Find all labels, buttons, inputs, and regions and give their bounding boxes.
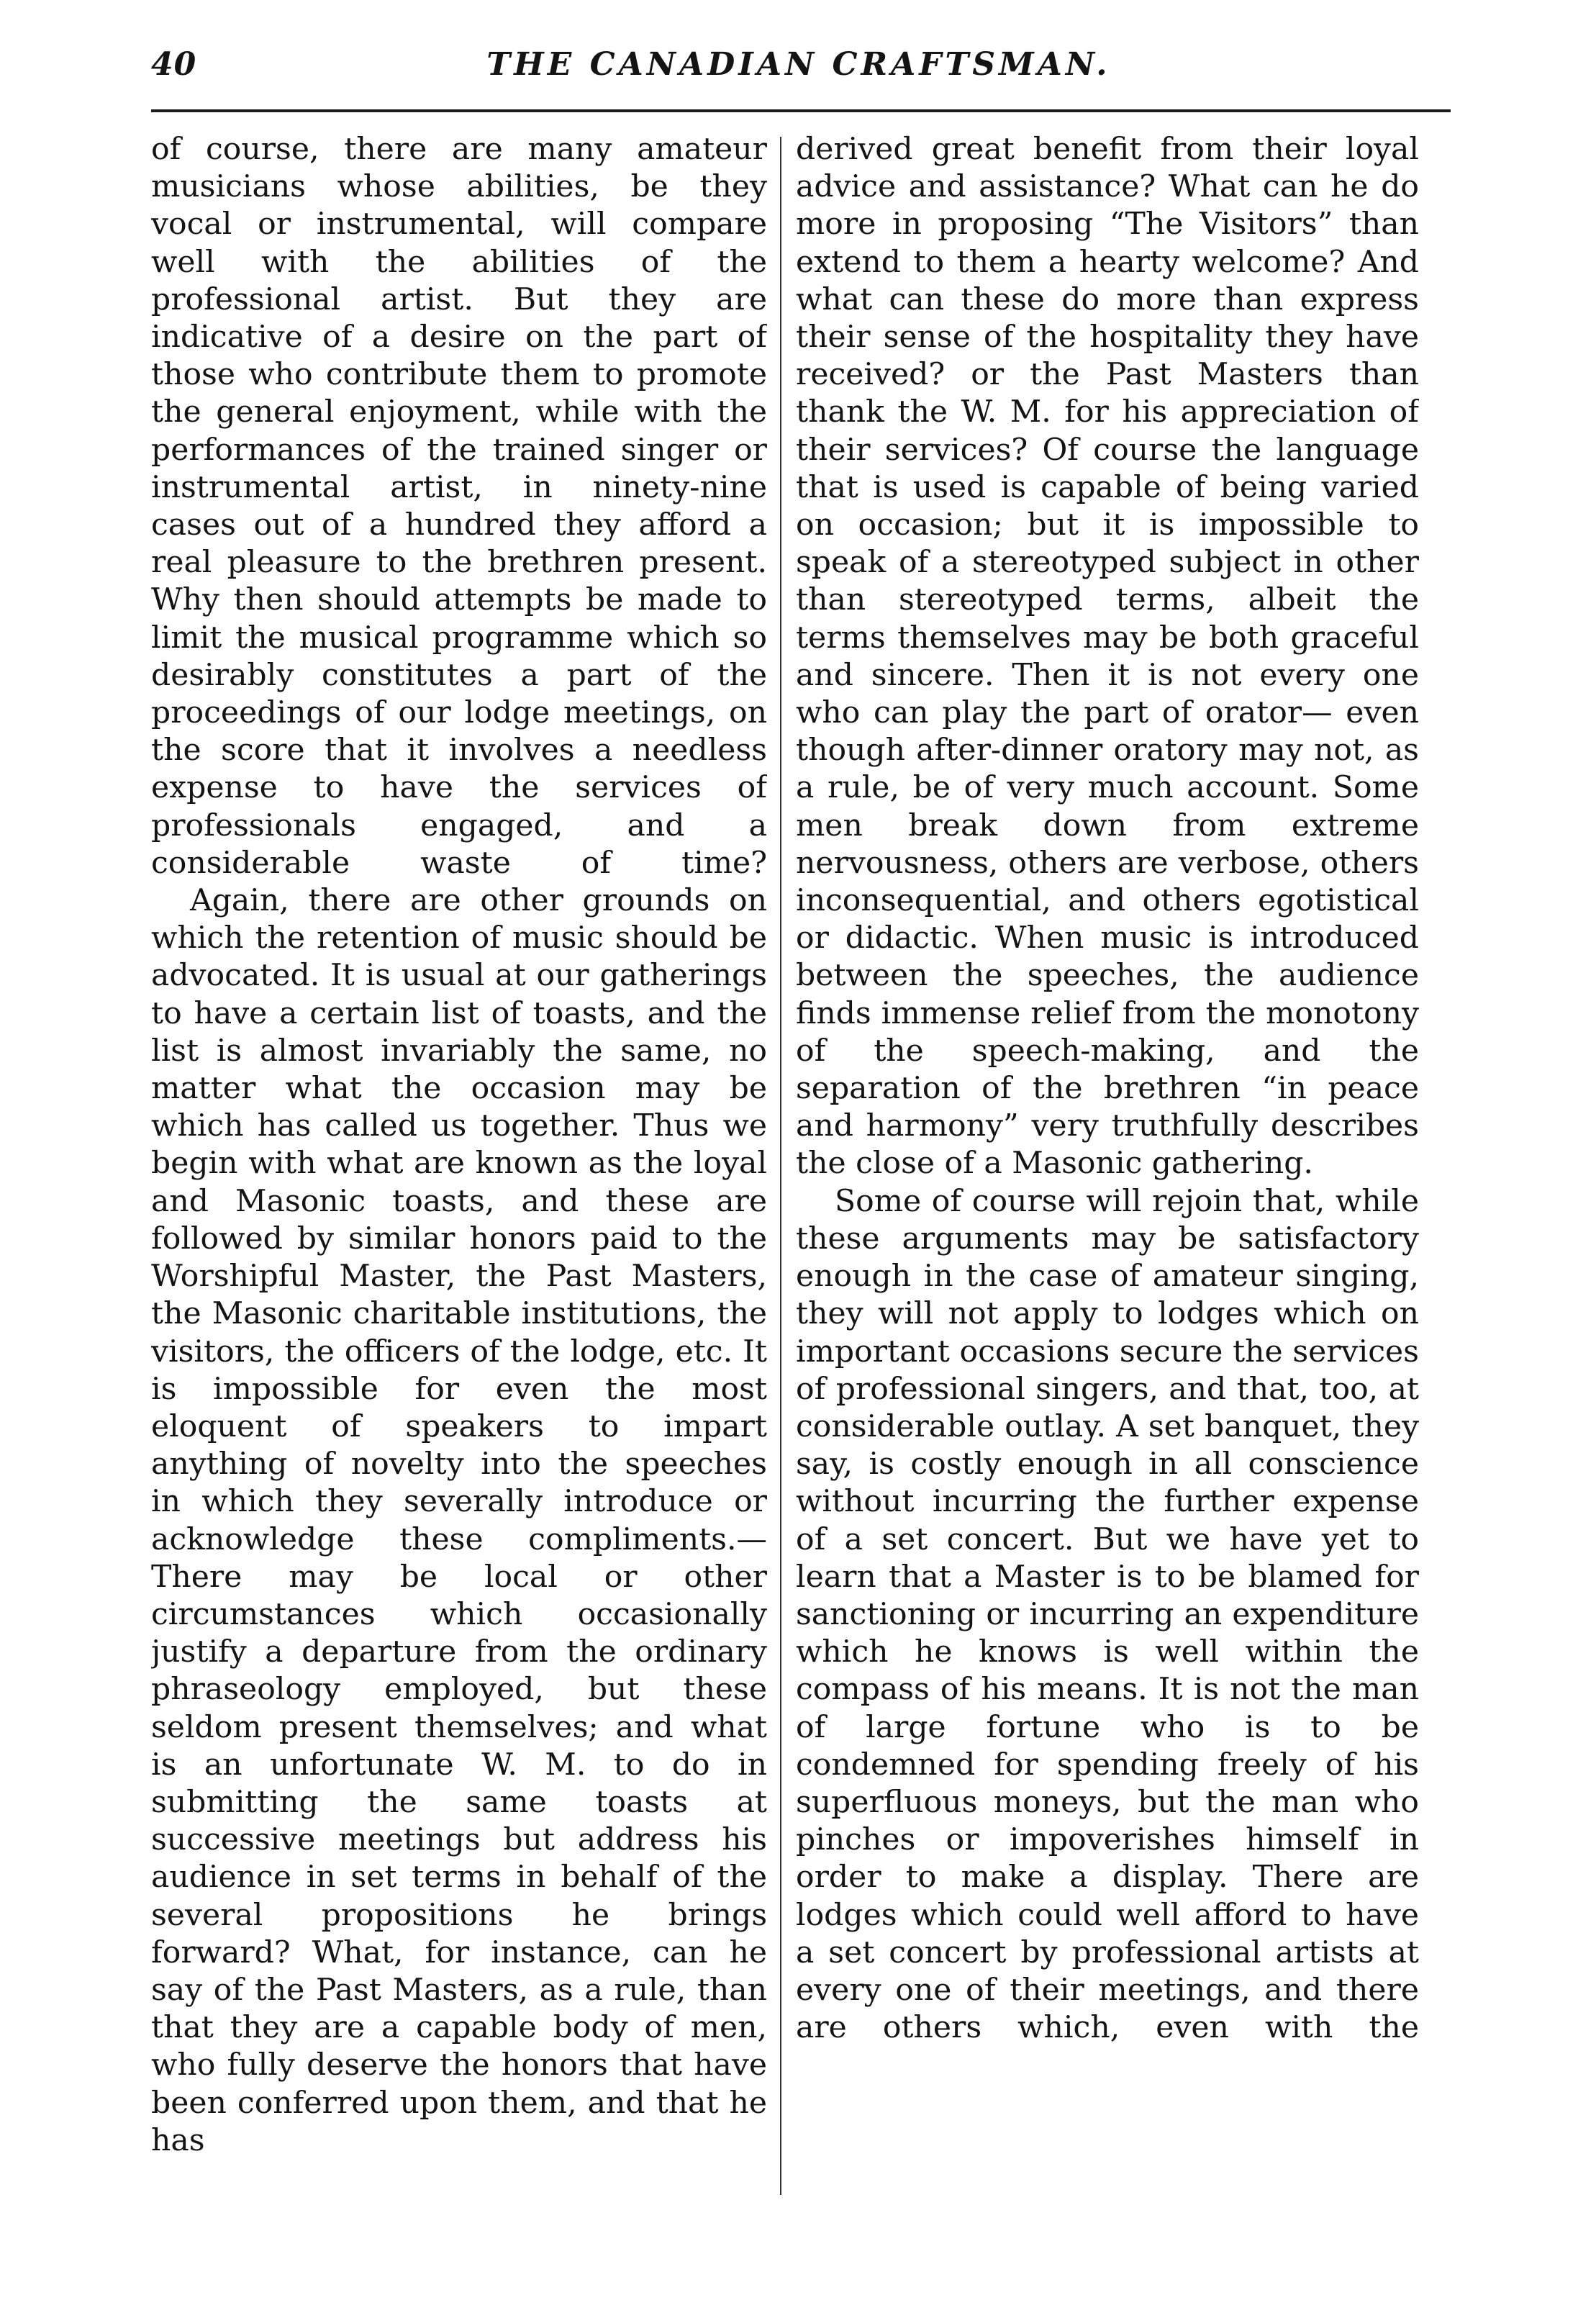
right-column xyxy=(796,131,1419,2211)
paragraph: of course, there are many amateur musicians whose abilities, be they vocal or instrumental, will compare well with the abilities of the professional artist. But they are indicative of a desire on the part of those who contribute them to promote the general enjoyment, while with the performances of the trained singer or instrumental artist, in ninety-nine cases out of a hundred they afford a real pleasure to the brethren present. Why then should attempts be made to limit the musical programme which so desirably constitutes a part of the proceedings of our lodge meetings, on the score that it involves a needless expense to have the services of professionals engaged, and a considerable waste of time? xyxy=(151,132,767,881)
page-number: 40 xyxy=(151,46,197,83)
paragraph: Some of course will rejoin that, while these arguments may be satisfactory enough in the case of amateur singing, they will not apply to lodges which on important occasions secure the services of professional singers, and that, too, at considerable outlay. A set banquet, they say, is costly enough in all conscience without incurring the further expense of a set concert. But we have yet to learn that a Master is to be blamed for sanctioning or incurring an expenditure which he knows is well within the compass of his means. It is not the man of large fortune who is to be condemned for spending freely of his superfluous moneys, but the man who pinches or impoverishes himself in order to make a display. There are lodges which could well afford to have a set concert by professional artists at every one of their meetings, and there are others which, even with the xyxy=(796,1183,1419,2046)
page-header xyxy=(151,42,1446,92)
running-title: THE CANADIAN CRAFTSMAN. xyxy=(486,46,1111,83)
paragraph: Again, there are other grounds on which the retention of music should be advocated. It is usual at our gatherings to have a certain list of toasts, and the list is almost invariably the same, no matter what the occasion may be which has called us together. Thus we begin with what are known as the loyal and Masonic toasts, and these are followed by similar honors paid to the Worshipful Master, the Past Masters, the Masonic charitable institutions, the visitors, the officers of the lodge, etc. It is impossible for even the most eloquent of speakers to impart anything of novelty into the speeches in which they severally introduce or acknowledge these compliments.— There may be local or other circumstances which occasionally justify a departure from the ordinary phraseology employed, but these seldom present themselves; and what is an unfortunate W. M. to do in submitting the same toasts at successive meetings but address his audience in set terms in behalf of the several propositions he brings forward? What, for instance, can he say of the Past Masters, as a rule, than that they are a capable body of men, who fully deserve the honors that have been conferred upon them, and that he has xyxy=(151,883,767,2158)
left-column xyxy=(151,131,767,2211)
paragraph: derived great benefit from their loyal advice and assistance? What can he do more in proposing “The Visitors” than extend to them a hearty welcome? And what can these do more than express their sense of the hospitality they have received? or the Past Masters than thank the W. M. for his appreciation of their services? Of course the language that is used is capable of being varied on occasion; but it is impossible to speak of a stereotyped subject in other than stereotyped terms, albeit the terms themselves may be both graceful and sincere. Then it is not every one who can play the part of orator— even though after-dinner oratory may not, as a rule, be of very much account. Some men break down from extreme nervousness, others are verbose, others inconsequential, and others egotistical or didactic. When music is introduced between the speeches, the audience finds immense relief from the monotony of the speech-making, and the separation of the brethren “in peace and harmony” very truthfully describes the close of a Masonic gathering. xyxy=(796,132,1419,1182)
column-divider xyxy=(780,137,781,2195)
header-rule xyxy=(151,109,1451,112)
